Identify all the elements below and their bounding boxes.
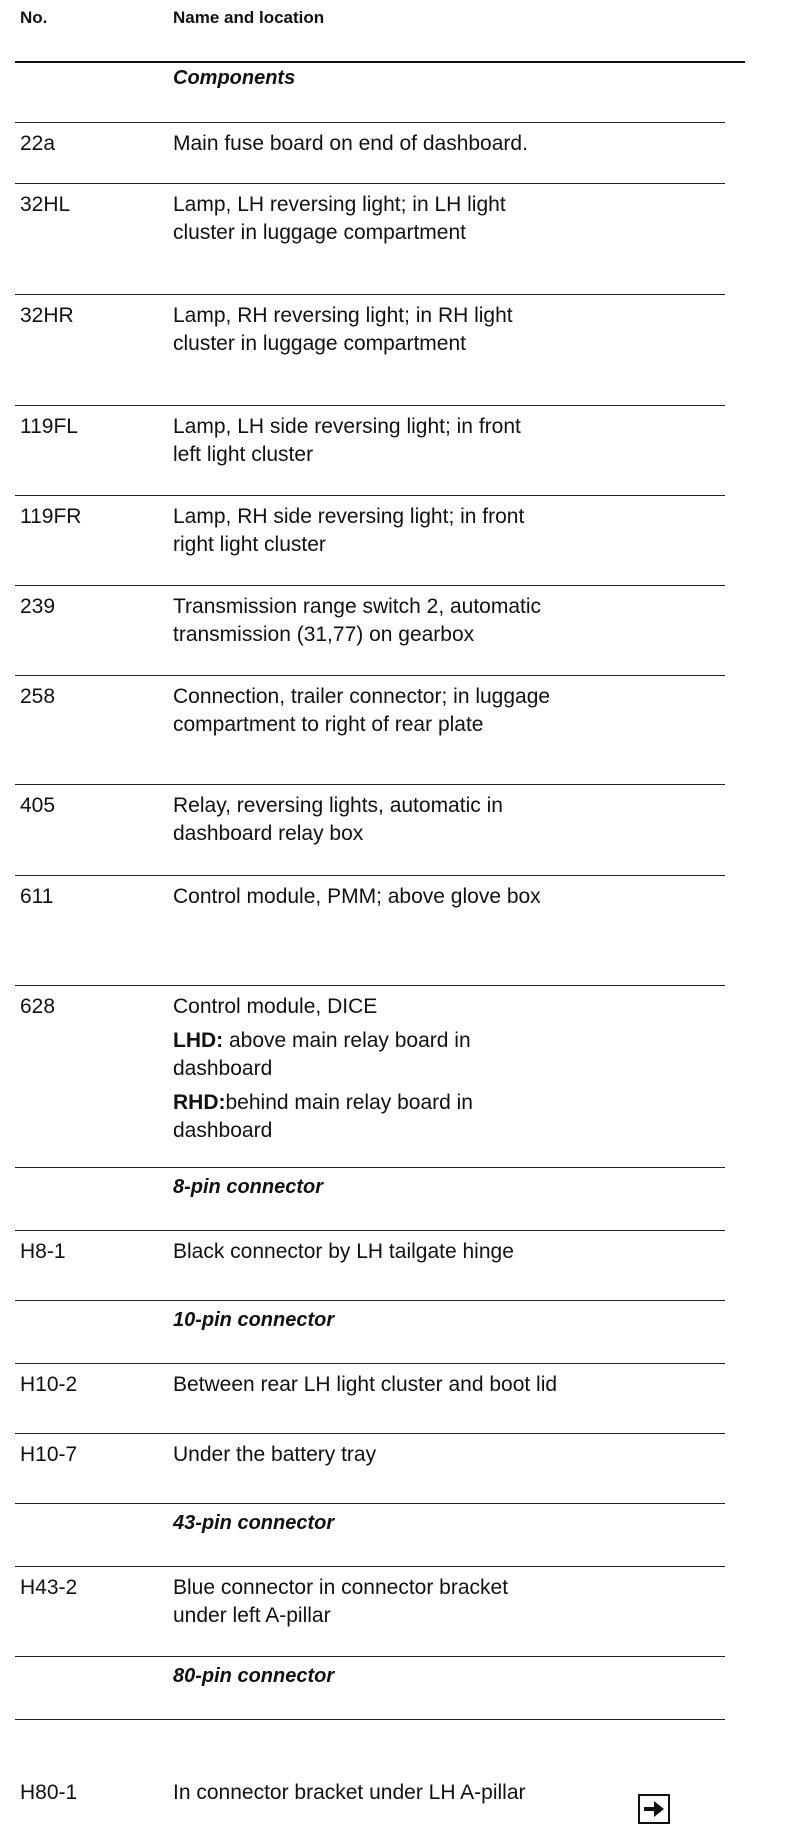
item-description: Connection, trailer connector; in luggage compartment to right of rear plate <box>173 685 551 736</box>
item-description: Lamp, LH reversing light; in LH light cluster in luggage compartment <box>173 193 506 244</box>
item-description: Lamp, RH reversing light; in RH light cluster in luggage compartment <box>173 304 513 355</box>
item-description: Under the battery tray <box>173 1443 377 1466</box>
section-heading-8-pin: 8-pin connector <box>173 1176 324 1198</box>
divider <box>15 495 725 496</box>
divider <box>15 675 725 676</box>
column-header-no: No. <box>20 8 48 27</box>
section-heading-80-pin: 80-pin connector <box>173 1665 335 1687</box>
item-number: H43-2 <box>20 1576 78 1599</box>
item-number: 258 <box>20 685 56 708</box>
divider <box>15 122 725 123</box>
item-description: Control module, PMM; above glove box <box>173 885 541 908</box>
divider <box>15 985 725 986</box>
item-description: In connector bracket under LH A-pillar <box>173 1781 526 1804</box>
divider <box>15 1363 725 1364</box>
item-description: Lamp, RH side reversing light; in front right light cluster <box>173 505 525 556</box>
divider <box>15 1433 725 1434</box>
divider <box>15 183 725 184</box>
item-number: 119FL <box>20 415 78 438</box>
item-description: Black connector by LH tailgate hinge <box>173 1240 514 1263</box>
item-description: Control module, DICE LHD: above main relay board in dashboard RHD:behind main relay board in dashboard <box>173 995 473 1142</box>
item-number: H10-2 <box>20 1373 78 1396</box>
divider <box>15 1719 725 1720</box>
section-heading-10-pin: 10-pin connector <box>173 1309 335 1331</box>
divider <box>15 784 725 785</box>
item-number: H80-1 <box>20 1781 78 1804</box>
item-description: Lamp, LH side reversing light; in front left light cluster <box>173 415 521 466</box>
item-number: 32HL <box>20 193 71 216</box>
item-number: 32HR <box>20 304 74 327</box>
divider <box>15 1566 725 1567</box>
item-description: Blue connector in connector bracket under left A-pillar <box>173 1576 509 1627</box>
divider <box>15 1230 725 1231</box>
section-heading-43-pin: 43-pin connector <box>173 1512 335 1534</box>
column-header-name: Name and location <box>173 8 325 27</box>
lhd-label: LHD: <box>173 1029 224 1052</box>
rhd-label: RHD: <box>173 1091 226 1114</box>
item-number: 22a <box>20 132 56 155</box>
divider <box>15 875 725 876</box>
item-description: Relay, reversing lights, automatic in dashboard relay box <box>173 794 503 845</box>
divider <box>15 585 725 586</box>
item-description: Between rear LH light cluster and boot lid <box>173 1373 558 1396</box>
item-number: 239 <box>20 595 56 618</box>
item-number: H10-7 <box>20 1443 78 1466</box>
item-description: Transmission range switch 2, automatic transmission (31,77) on gearbox <box>173 595 542 646</box>
divider <box>15 294 725 295</box>
section-heading-components: Components <box>173 67 296 89</box>
divider <box>15 1503 725 1504</box>
item-number: 628 <box>20 995 56 1018</box>
item-number: 119FR <box>20 505 82 528</box>
next-page-button[interactable] <box>638 1794 670 1824</box>
divider <box>15 405 725 406</box>
item-number: 611 <box>20 885 54 908</box>
divider <box>15 1656 725 1657</box>
item-description: Main fuse board on end of dashboard. <box>173 132 528 155</box>
item-number: H8-1 <box>20 1240 66 1263</box>
right-arrow-icon <box>642 1798 666 1820</box>
divider <box>15 1300 725 1301</box>
header-divider <box>15 61 745 63</box>
item-number: 405 <box>20 794 56 817</box>
divider <box>15 1167 725 1168</box>
